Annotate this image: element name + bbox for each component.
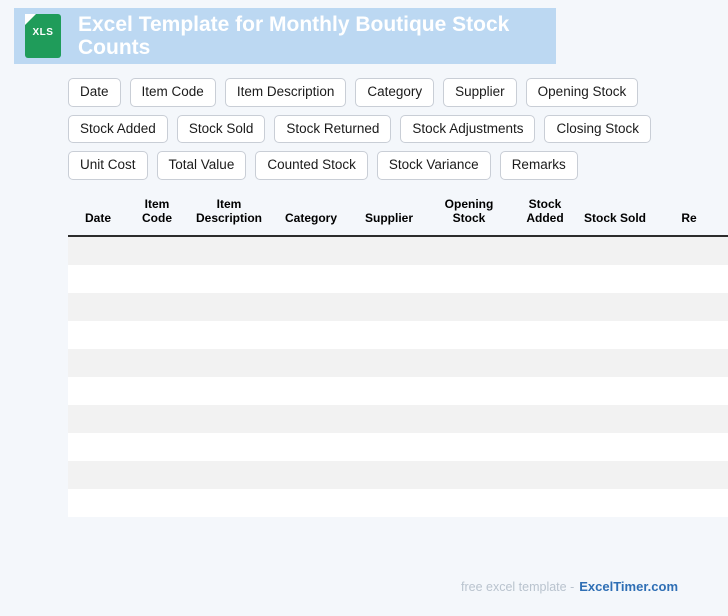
chip-stock-variance[interactable]: Stock Variance: [377, 151, 491, 180]
table-row[interactable]: [68, 433, 728, 461]
column-header-stock-returned: Re: [650, 192, 728, 236]
table-cell[interactable]: [510, 236, 580, 265]
table-cell[interactable]: [68, 489, 128, 517]
table-cell[interactable]: [128, 377, 186, 405]
table-cell[interactable]: [272, 265, 350, 293]
table-cell[interactable]: [68, 321, 128, 349]
table-cell[interactable]: [272, 433, 350, 461]
table-cell[interactable]: [650, 377, 728, 405]
table-cell[interactable]: [350, 433, 428, 461]
column-header-opening-stock: Opening Stock: [428, 192, 510, 236]
table-cell[interactable]: [350, 489, 428, 517]
table-cell[interactable]: [580, 377, 650, 405]
table-cell[interactable]: [428, 461, 510, 489]
table-cell[interactable]: [186, 293, 272, 321]
column-header-category: Category: [272, 192, 350, 236]
footer-brand-link[interactable]: ExcelTimer.com: [579, 579, 678, 594]
table-cell[interactable]: [350, 293, 428, 321]
chip-counted-stock[interactable]: Counted Stock: [255, 151, 368, 180]
chip-unit-cost[interactable]: Unit Cost: [68, 151, 148, 180]
table-cell[interactable]: [186, 377, 272, 405]
table-cell[interactable]: [186, 349, 272, 377]
table-cell[interactable]: [186, 236, 272, 265]
table-cell[interactable]: [510, 265, 580, 293]
table-cell[interactable]: [68, 265, 128, 293]
table-cell[interactable]: [128, 321, 186, 349]
table-cell[interactable]: [128, 293, 186, 321]
table-cell[interactable]: [186, 489, 272, 517]
table-cell[interactable]: [350, 349, 428, 377]
table-cell[interactable]: [428, 405, 510, 433]
table-row[interactable]: [68, 349, 728, 377]
table-cell[interactable]: [350, 461, 428, 489]
table-cell[interactable]: [580, 461, 650, 489]
table-row[interactable]: [68, 236, 728, 265]
table-cell[interactable]: [428, 321, 510, 349]
table-cell[interactable]: [68, 349, 128, 377]
table-cell[interactable]: [650, 405, 728, 433]
column-chip-list: [68, 78, 678, 188]
table-row[interactable]: [68, 293, 728, 321]
table-cell[interactable]: [272, 236, 350, 265]
table-cell[interactable]: [128, 461, 186, 489]
footer-text: free excel template -: [460, 580, 575, 594]
document-header: [14, 8, 556, 64]
chip-stock-added[interactable]: Stock Added: [68, 115, 168, 144]
table-cell[interactable]: [510, 349, 580, 377]
chip-item-code[interactable]: Item Code: [130, 78, 216, 107]
table-cell[interactable]: [128, 349, 186, 377]
table-cell[interactable]: [350, 265, 428, 293]
table-cell[interactable]: [68, 236, 128, 265]
table-cell[interactable]: [650, 349, 728, 377]
column-header-supplier: Supplier: [350, 192, 428, 236]
table-row[interactable]: [68, 265, 728, 293]
table-cell[interactable]: [510, 433, 580, 461]
table-cell[interactable]: [128, 265, 186, 293]
table-cell[interactable]: [580, 349, 650, 377]
table-cell[interactable]: [428, 433, 510, 461]
table-cell[interactable]: [68, 461, 128, 489]
table-cell[interactable]: [186, 321, 272, 349]
xls-icon-label: XLS: [32, 27, 54, 38]
footer: [461, 579, 678, 594]
table-cell[interactable]: [428, 349, 510, 377]
stock-table: [68, 192, 728, 517]
table-cell[interactable]: [350, 405, 428, 433]
table-cell[interactable]: [272, 349, 350, 377]
column-header-item-description: Item Description: [186, 192, 272, 236]
chip-row-3: [68, 151, 678, 180]
chip-row-1: [68, 78, 678, 107]
table-cell[interactable]: [650, 461, 728, 489]
chip-closing-stock[interactable]: Closing Stock: [544, 115, 651, 144]
chip-remarks[interactable]: Remarks: [500, 151, 578, 180]
column-header-stock-sold: Stock Sold: [580, 192, 650, 236]
chip-stock-returned[interactable]: Stock Returned: [274, 115, 391, 144]
table-cell[interactable]: [186, 433, 272, 461]
xls-file-icon: [22, 11, 64, 61]
table-cell[interactable]: [272, 377, 350, 405]
table-cell[interactable]: [580, 293, 650, 321]
table-cell[interactable]: [186, 461, 272, 489]
table-cell[interactable]: [350, 377, 428, 405]
table-cell[interactable]: [68, 377, 128, 405]
table-row[interactable]: [68, 405, 728, 433]
table-cell[interactable]: [650, 321, 728, 349]
table-cell[interactable]: [580, 405, 650, 433]
table-cell[interactable]: [510, 293, 580, 321]
table-cell[interactable]: [186, 265, 272, 293]
chip-supplier[interactable]: Supplier: [443, 78, 517, 107]
table-cell[interactable]: [428, 377, 510, 405]
table-cell[interactable]: [350, 236, 428, 265]
chip-total-value[interactable]: Total Value: [157, 151, 247, 180]
table-cell[interactable]: [128, 405, 186, 433]
table-cell[interactable]: [428, 236, 510, 265]
page-title: Excel Template for Monthly Boutique Stock Counts: [78, 12, 510, 59]
column-header-date: Date: [68, 192, 128, 236]
column-header-item-code: Item Code: [128, 192, 186, 236]
chip-date[interactable]: Date: [68, 78, 121, 107]
chip-row-2: [68, 115, 678, 144]
table-cell[interactable]: [68, 405, 128, 433]
table-cell[interactable]: [510, 321, 580, 349]
table-cell[interactable]: [510, 405, 580, 433]
chip-opening-stock[interactable]: Opening Stock: [526, 78, 639, 107]
table-cell[interactable]: [128, 433, 186, 461]
table-cell[interactable]: [272, 461, 350, 489]
table-row[interactable]: [68, 377, 728, 405]
xls-icon-fold: [25, 14, 36, 25]
table-cell[interactable]: [186, 405, 272, 433]
table-cell[interactable]: [650, 293, 728, 321]
table-cell[interactable]: [128, 236, 186, 265]
stock-table-container: [68, 192, 697, 517]
table-cell[interactable]: [580, 433, 650, 461]
chip-item-description[interactable]: Item Description: [225, 78, 347, 107]
table-body: [68, 236, 728, 517]
table-cell[interactable]: [580, 321, 650, 349]
table-cell[interactable]: [428, 489, 510, 517]
table-cell[interactable]: [510, 377, 580, 405]
table-cell[interactable]: [650, 489, 728, 517]
table-cell[interactable]: [68, 433, 128, 461]
table-cell[interactable]: [428, 293, 510, 321]
table-header-row: [68, 192, 728, 236]
table-cell[interactable]: [650, 433, 728, 461]
table-cell[interactable]: [580, 236, 650, 265]
table-row[interactable]: [68, 321, 728, 349]
table-cell[interactable]: [272, 489, 350, 517]
table-cell[interactable]: [68, 293, 128, 321]
table-cell[interactable]: [580, 265, 650, 293]
table-cell[interactable]: [428, 265, 510, 293]
table-cell[interactable]: [650, 236, 728, 265]
table-row[interactable]: [68, 489, 728, 517]
table-cell[interactable]: [510, 461, 580, 489]
table-cell[interactable]: [272, 321, 350, 349]
chip-category[interactable]: Category: [355, 78, 434, 107]
table-cell[interactable]: [510, 489, 580, 517]
table-cell[interactable]: [350, 321, 428, 349]
chip-stock-sold[interactable]: Stock Sold: [177, 115, 266, 144]
column-header-stock-added: Stock Added: [510, 192, 580, 236]
table-cell[interactable]: [650, 265, 728, 293]
table-cell[interactable]: [272, 293, 350, 321]
table-cell[interactable]: [580, 489, 650, 517]
table-cell[interactable]: [128, 489, 186, 517]
table-row[interactable]: [68, 461, 728, 489]
table-cell[interactable]: [272, 405, 350, 433]
chip-stock-adjustments[interactable]: Stock Adjustments: [400, 115, 535, 144]
